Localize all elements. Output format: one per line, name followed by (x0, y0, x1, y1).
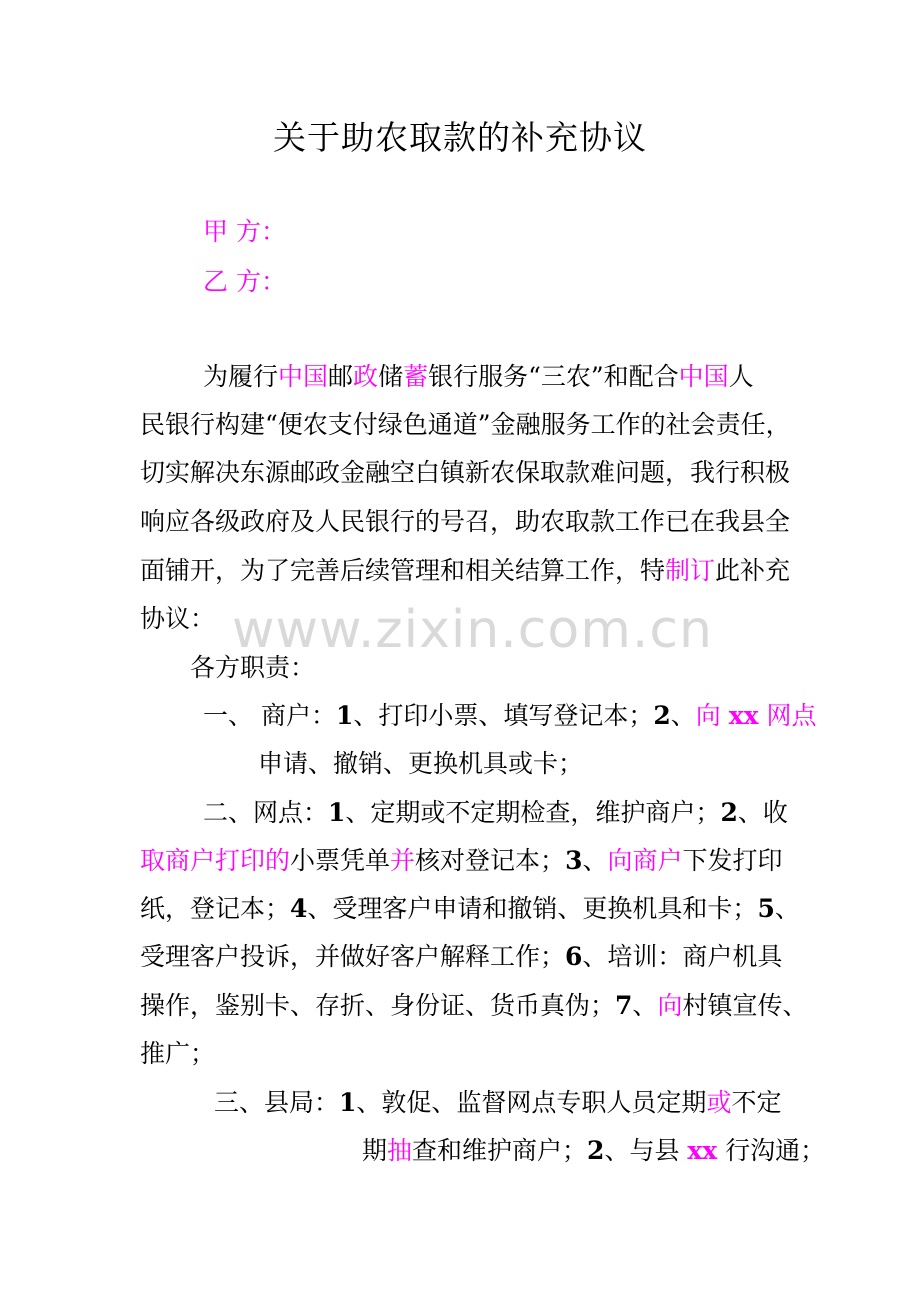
watermark: www.zixin.com.cn (232, 600, 713, 660)
item2-line2: 取商户打印的小票凭单并核对登记本；3、向商户下发打印 (140, 846, 783, 875)
document-title: 关于助农取款的补充协议 (273, 118, 647, 157)
item2-line4: 受理客户投诉，并做好客户解释工作；6、培训：商户机具 (140, 942, 783, 971)
item2-line6: 推广； (140, 1039, 216, 1068)
item1-line1: 一、 商户：1、打印小票、填写登记本；2、向 xx 网点 (203, 701, 817, 730)
item2-line1: 二、网点：1、定期或不定期检查，维护商户；2、收 (203, 798, 788, 827)
item2-line5: 操作，鉴别卡、存折、身份证、货币真伪；7、向村镇宣传、 (140, 991, 808, 1020)
party-b-label: 乙 方： (203, 267, 286, 296)
item2-line3: 纸，登记本；4、受理客户申请和撤销、更换机具和卡；5、 (140, 894, 800, 923)
item1-line2: 申请、撤销、更换机具或卡； (258, 749, 584, 778)
duties-heading: 各方职责： (190, 653, 316, 682)
item3-line1: 三、县局：1、敦促、监督网点专职人员定期或不定 (214, 1088, 782, 1117)
para1-line6: 协议： (140, 604, 216, 633)
para1-line5: 面铺开，为了完善后续管理和相关结算工作，特制订此补充 (140, 556, 791, 585)
para1-line2: 民银行构建“便农支付绿色通道”金融服务工作的社会责任， (140, 410, 791, 439)
para1-line3: 切实解决东源邮政金融空白镇新农保取款难问题，我行积极 (140, 458, 791, 487)
para1-line1: 为履行中国邮政储蓄银行服务“三农”和配合中国人 (203, 362, 754, 391)
party-a-label: 甲 方： (203, 217, 286, 246)
para1-line4: 响应各级政府及人民银行的号召，助农取款工作已在我县全 (140, 507, 791, 536)
item3-line2: 期抽查和维护商户；2、与县 xx 行沟通； (362, 1136, 826, 1165)
